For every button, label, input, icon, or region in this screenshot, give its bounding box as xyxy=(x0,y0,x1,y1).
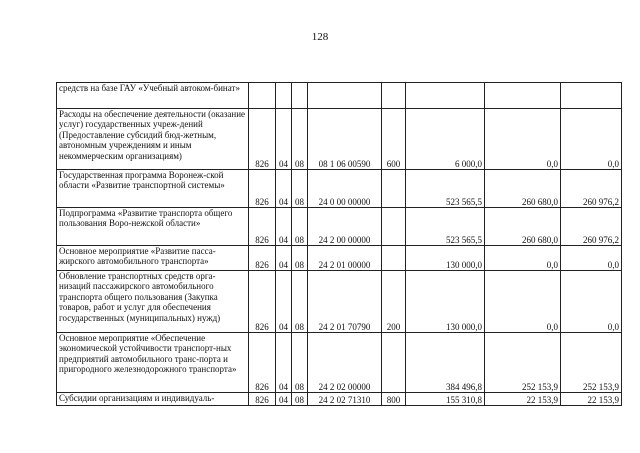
expense-type-cell xyxy=(382,246,406,271)
amount-year3-cell: 0,0 xyxy=(561,246,622,271)
table-row xyxy=(57,109,622,170)
amount-year2-cell: 0,0 xyxy=(485,109,561,170)
subsection-cell: 08 xyxy=(292,271,308,333)
target-article-cell: 24 2 00 00000 xyxy=(308,208,382,246)
table-row xyxy=(57,393,622,406)
amount-year1-cell: 523 565,5 xyxy=(406,170,485,208)
amount-year2-cell: 252 153,9 xyxy=(485,333,561,393)
row-name: Субсидии организациям и индивидуаль- xyxy=(57,393,249,406)
row-name: Подпрограмма «Развитие транспорта общего пользования Воро-нежской области» xyxy=(57,208,249,246)
amount-year3-cell: 252 153,9 xyxy=(561,333,622,393)
table-row xyxy=(57,170,622,208)
section-cell: 04 xyxy=(276,393,292,406)
row-name: Государственная программа Воронеж-ской области «Развитие транспортной системы» xyxy=(57,170,249,208)
expense-type-cell xyxy=(382,208,406,246)
target-article-cell: 08 1 06 00590 xyxy=(308,109,382,170)
section-cell: 04 xyxy=(276,170,292,208)
section-cell xyxy=(276,83,292,109)
amount-year2-cell xyxy=(485,83,561,109)
expense-type-cell xyxy=(382,83,406,109)
grbs-cell xyxy=(249,83,276,109)
budget-table xyxy=(56,82,622,406)
subsection-cell: 08 xyxy=(292,208,308,246)
expense-type-cell: 800 xyxy=(382,393,406,406)
subsection-cell: 08 xyxy=(292,246,308,271)
section-cell: 04 xyxy=(276,333,292,393)
target-article-cell: 24 2 01 00000 xyxy=(308,246,382,271)
subsection-cell: 08 xyxy=(292,393,308,406)
row-name: Расходы на обеспечение деятельности (оказание услуг) государственных учреж-дений (Предоставление субсидий бюд-жетным, автономным учреждениям и иным некоммерческим организациям) xyxy=(57,109,249,170)
amount-year1-cell: 130 000,0 xyxy=(406,246,485,271)
expense-type-cell xyxy=(382,170,406,208)
subsection-cell: 08 xyxy=(292,333,308,393)
row-name: средств на базе ГАУ «Учебный автоком-бинат» xyxy=(57,83,249,109)
expense-type-cell: 600 xyxy=(382,109,406,170)
grbs-cell: 826 xyxy=(249,109,276,170)
row-name: Основное мероприятие «Развитие пасса-жирского автомобильного транспорта» xyxy=(57,246,249,271)
grbs-cell: 826 xyxy=(249,170,276,208)
target-article-cell: 24 2 01 70790 xyxy=(308,271,382,333)
table-row xyxy=(57,246,622,271)
amount-year2-cell: 0,0 xyxy=(485,246,561,271)
subsection-cell xyxy=(292,83,308,109)
grbs-cell: 826 xyxy=(249,246,276,271)
amount-year3-cell: 260 976,2 xyxy=(561,208,622,246)
row-name: Обновление транспортных средств орга-низаций пассажирского автомобильного транспорта общего пользования (Закупка товаров, работ и услуг для обеспечения государственных (муниципальных) нужд) xyxy=(57,271,249,333)
section-cell: 04 xyxy=(276,246,292,271)
amount-year1-cell: 6 000,0 xyxy=(406,109,485,170)
amount-year3-cell: 0,0 xyxy=(561,271,622,333)
grbs-cell: 826 xyxy=(249,393,276,406)
amount-year1-cell: 130 000,0 xyxy=(406,271,485,333)
target-article-cell: 24 2 02 71310 xyxy=(308,393,382,406)
table-row xyxy=(57,271,622,333)
amount-year3-cell: 0,0 xyxy=(561,109,622,170)
amount-year3-cell: 22 153,9 xyxy=(561,393,622,406)
subsection-cell: 08 xyxy=(292,109,308,170)
amount-year2-cell: 260 680,0 xyxy=(485,208,561,246)
amount-year2-cell: 22 153,9 xyxy=(485,393,561,406)
expense-type-cell: 200 xyxy=(382,271,406,333)
grbs-cell: 826 xyxy=(249,333,276,393)
target-article-cell xyxy=(308,83,382,109)
amount-year3-cell xyxy=(561,83,622,109)
amount-year2-cell: 260 680,0 xyxy=(485,170,561,208)
table-row xyxy=(57,333,622,393)
amount-year2-cell: 0,0 xyxy=(485,271,561,333)
subsection-cell: 08 xyxy=(292,170,308,208)
page-number: 128 xyxy=(311,31,329,43)
grbs-cell: 826 xyxy=(249,208,276,246)
amount-year3-cell: 260 976,2 xyxy=(561,170,622,208)
amount-year1-cell: 523 565,5 xyxy=(406,208,485,246)
target-article-cell: 24 2 02 00000 xyxy=(308,333,382,393)
amount-year1-cell: 384 496,8 xyxy=(406,333,485,393)
expense-type-cell xyxy=(382,333,406,393)
amount-year1-cell: 155 310,8 xyxy=(406,393,485,406)
grbs-cell: 826 xyxy=(249,271,276,333)
section-cell: 04 xyxy=(276,271,292,333)
amount-year1-cell xyxy=(406,83,485,109)
table-row xyxy=(57,208,622,246)
table-row xyxy=(57,83,622,109)
section-cell: 04 xyxy=(276,109,292,170)
section-cell: 04 xyxy=(276,208,292,246)
row-name: Основное мероприятие «Обеспечение экономической устойчивости транспорт-ных предприятий автомобильного транс-порта и пригородного железнодорожного транспорта» xyxy=(57,333,249,393)
target-article-cell: 24 0 00 00000 xyxy=(308,170,382,208)
